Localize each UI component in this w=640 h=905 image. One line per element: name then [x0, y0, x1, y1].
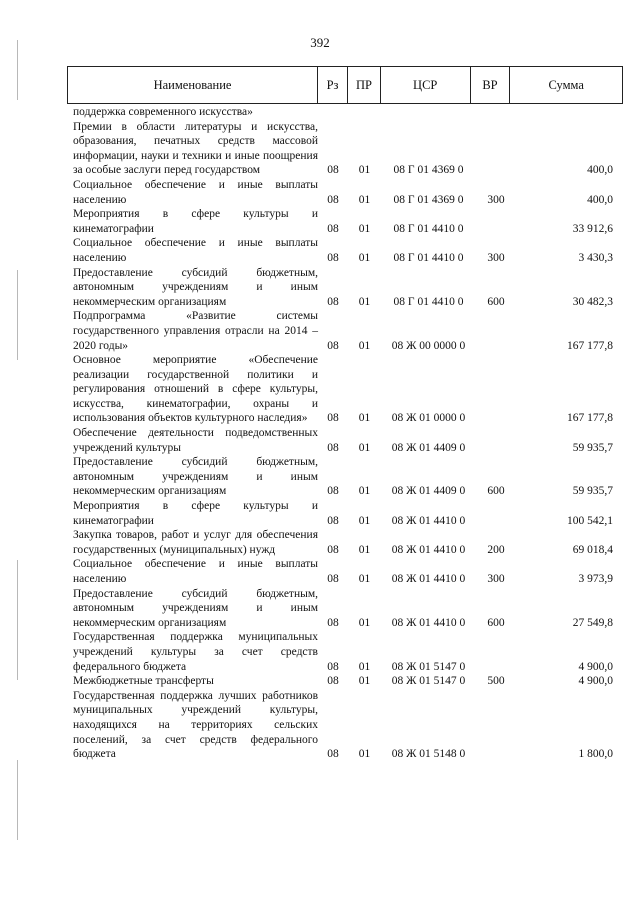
- table-header: [67, 66, 623, 104]
- cell-name: поддержка современного искусства»: [73, 106, 253, 118]
- cell-csr: 08 Ж 01 0000 0: [391, 412, 466, 425]
- cell-rz: 08: [327, 193, 339, 206]
- table-row: [73, 426, 613, 455]
- cell-csr: 08 Ж 00 0000 0: [391, 339, 466, 352]
- cell-sum: 4 900,0: [578, 675, 613, 688]
- cell-rz: 08: [327, 251, 339, 264]
- table-row: [73, 105, 613, 120]
- binding-margin-line: [17, 270, 18, 360]
- cell-pr: 01: [358, 514, 371, 527]
- cell-rz: 08: [327, 675, 339, 688]
- table-row: [73, 309, 613, 353]
- cell-name: Социальное обеспечение и иные выплаты населению: [73, 237, 318, 264]
- cell-csr: 08 Ж 01 4409 0: [391, 485, 466, 498]
- table-row: [73, 557, 613, 586]
- cell-sum: 59 935,7: [572, 485, 613, 498]
- cell-rz: 08: [327, 164, 339, 177]
- table-row: [73, 236, 613, 265]
- table-row: [73, 207, 613, 236]
- cell-sum: 4 900,0: [578, 660, 613, 673]
- cell-rz: 08: [327, 660, 339, 673]
- table-row: [73, 353, 613, 426]
- cell-sum: 30 482,3: [572, 295, 613, 308]
- cell-sum: 69 018,4: [572, 543, 613, 556]
- cell-rz: 08: [327, 412, 339, 425]
- cell-pr: 01: [358, 660, 371, 673]
- cell-rz: 08: [327, 616, 339, 629]
- cell-pr: 01: [358, 222, 371, 235]
- cell-pr: 01: [358, 295, 371, 308]
- cell-name: Мероприятия в сфере культуры и кинематографии: [73, 208, 318, 235]
- cell-rz: 08: [327, 748, 339, 761]
- cell-sum: 167 177,8: [567, 339, 613, 352]
- cell-sum: 400,0: [587, 193, 613, 206]
- cell-rz: 08: [327, 514, 339, 527]
- cell-sum: 33 912,6: [572, 222, 613, 235]
- cell-rz: 08: [327, 573, 339, 585]
- cell-csr: 08 Г 01 4410 0: [393, 251, 464, 264]
- cell-csr: 08 Г 01 4410 0: [393, 295, 464, 308]
- column-header-rz: Рз: [318, 67, 348, 103]
- cell-rz: 08: [327, 222, 339, 235]
- cell-csr: 08 Г 01 4369 0: [393, 193, 464, 206]
- binding-margin-line: [17, 760, 18, 840]
- cell-pr: 01: [358, 543, 371, 556]
- cell-csr: 08 Ж 01 5147 0: [391, 675, 466, 688]
- cell-pr: 01: [358, 573, 371, 585]
- table-row: [73, 178, 613, 207]
- cell-pr: 01: [358, 251, 371, 264]
- cell-name: Государственная поддержка муниципальных учреждений культуры за счет средств федерального бюджета: [73, 631, 318, 673]
- cell-name: Государственная поддержка лучших работников муниципальных учреждений культуры, находящихся на территориях сельских поселений, за счет средств федерального бюджета: [73, 689, 318, 761]
- cell-sum: 59 935,7: [572, 441, 613, 454]
- cell-name: Предоставление субсидий бюджетным, автономным учреждениям и иным некоммерческим организациям: [73, 587, 318, 629]
- cell-name: Подпрограмма «Развитие системы государственного управления отрасли на 2014 – 2020 годы»: [73, 310, 318, 352]
- cell-pr: 01: [358, 748, 371, 761]
- column-header-pr: ПР: [348, 67, 381, 103]
- cell-sum: 1 800,0: [578, 748, 613, 761]
- cell-sum: 400,0: [587, 164, 613, 177]
- cell-csr: 08 Ж 01 4410 0: [391, 616, 466, 629]
- cell-name: Основное мероприятие «Обеспечение реализации государственной политики и регулирования отношений в сфере культуры, искусства, кинематографии, охраны и использования объектов культурного наследия»: [73, 354, 318, 425]
- cell-pr: 01: [358, 485, 371, 498]
- cell-vr: 200: [487, 543, 505, 556]
- cell-csr: 08 Ж 01 4410 0: [391, 573, 466, 585]
- cell-sum: 167 177,8: [567, 412, 613, 425]
- cell-csr: 08 Ж 01 4409 0: [391, 441, 466, 454]
- cell-rz: 08: [327, 485, 339, 498]
- cell-pr: 01: [358, 193, 371, 206]
- cell-name: Социальное обеспечение и иные выплаты населению: [73, 558, 318, 585]
- column-header-sum: Сумма: [548, 77, 584, 92]
- cell-name: Предоставление субсидий бюджетным, автономным учреждениям и иным некоммерческим организациям: [73, 456, 318, 498]
- cell-sum: 3 973,9: [578, 573, 613, 585]
- cell-name: Социальное обеспечение и иные выплаты населению: [73, 178, 318, 206]
- cell-csr: 08 Ж 01 5147 0: [391, 660, 466, 673]
- cell-pr: 01: [358, 675, 371, 688]
- cell-rz: 08: [327, 441, 339, 454]
- table-row: [73, 587, 613, 631]
- cell-pr: 01: [358, 339, 371, 352]
- cell-rz: 08: [327, 295, 339, 308]
- cell-name: Мероприятия в сфере культуры и кинематографии: [73, 500, 318, 527]
- cell-vr: 600: [487, 295, 505, 308]
- cell-pr: 01: [358, 441, 371, 454]
- page-number: 392: [310, 35, 330, 50]
- table-row: [73, 120, 613, 178]
- column-header-vr: ВР: [471, 67, 511, 103]
- cell-name: Обеспечение деятельности подведомственных учреждений культуры: [73, 427, 318, 454]
- cell-name: Межбюджетные трансферты: [73, 675, 214, 688]
- cell-vr: 600: [487, 616, 505, 629]
- table-row: [73, 266, 613, 310]
- cell-rz: 08: [327, 543, 339, 556]
- cell-name: Премии в области литературы и искусства, образования, печатных средств массовой информации, науки и техники и иные поощрения за особые заслуги перед государством: [73, 120, 318, 177]
- table-row: [73, 630, 613, 674]
- cell-csr: 08 Ж 01 5148 0: [391, 748, 466, 761]
- table-row: [73, 689, 613, 762]
- table-row: [73, 674, 613, 689]
- cell-csr: 08 Ж 01 4410 0: [391, 514, 466, 527]
- cell-vr: 300: [487, 193, 505, 206]
- column-header-name: Наименование: [68, 67, 318, 103]
- cell-csr: 08 Г 01 4410 0: [393, 222, 464, 235]
- cell-name: Закупка товаров, работ и услуг для обеспечения государственных (муниципальных) нужд: [73, 529, 318, 556]
- cell-vr: 500: [487, 675, 505, 688]
- cell-rz: 08: [327, 339, 339, 352]
- cell-vr: 600: [487, 485, 505, 498]
- cell-sum: 100 542,1: [567, 514, 613, 527]
- binding-margin-line: [17, 560, 18, 680]
- cell-vr: 300: [487, 251, 505, 264]
- cell-csr: 08 Ж 01 4410 0: [391, 543, 466, 556]
- cell-vr: 300: [487, 573, 505, 585]
- table-row: [73, 455, 613, 499]
- cell-csr: 08 Г 01 4369 0: [393, 164, 464, 177]
- table-row: [73, 499, 613, 528]
- cell-pr: 01: [358, 164, 371, 177]
- cell-name: Предоставление субсидий бюджетным, автономным учреждениям и иным некоммерческим организациям: [73, 266, 318, 308]
- cell-pr: 01: [358, 616, 371, 629]
- cell-sum: 3 430,3: [578, 251, 613, 264]
- table-row: [73, 528, 613, 557]
- cell-sum: 27 549,8: [572, 616, 613, 629]
- table-body: [73, 105, 613, 762]
- column-header-csr: ЦСР: [381, 67, 471, 103]
- cell-pr: 01: [358, 412, 371, 425]
